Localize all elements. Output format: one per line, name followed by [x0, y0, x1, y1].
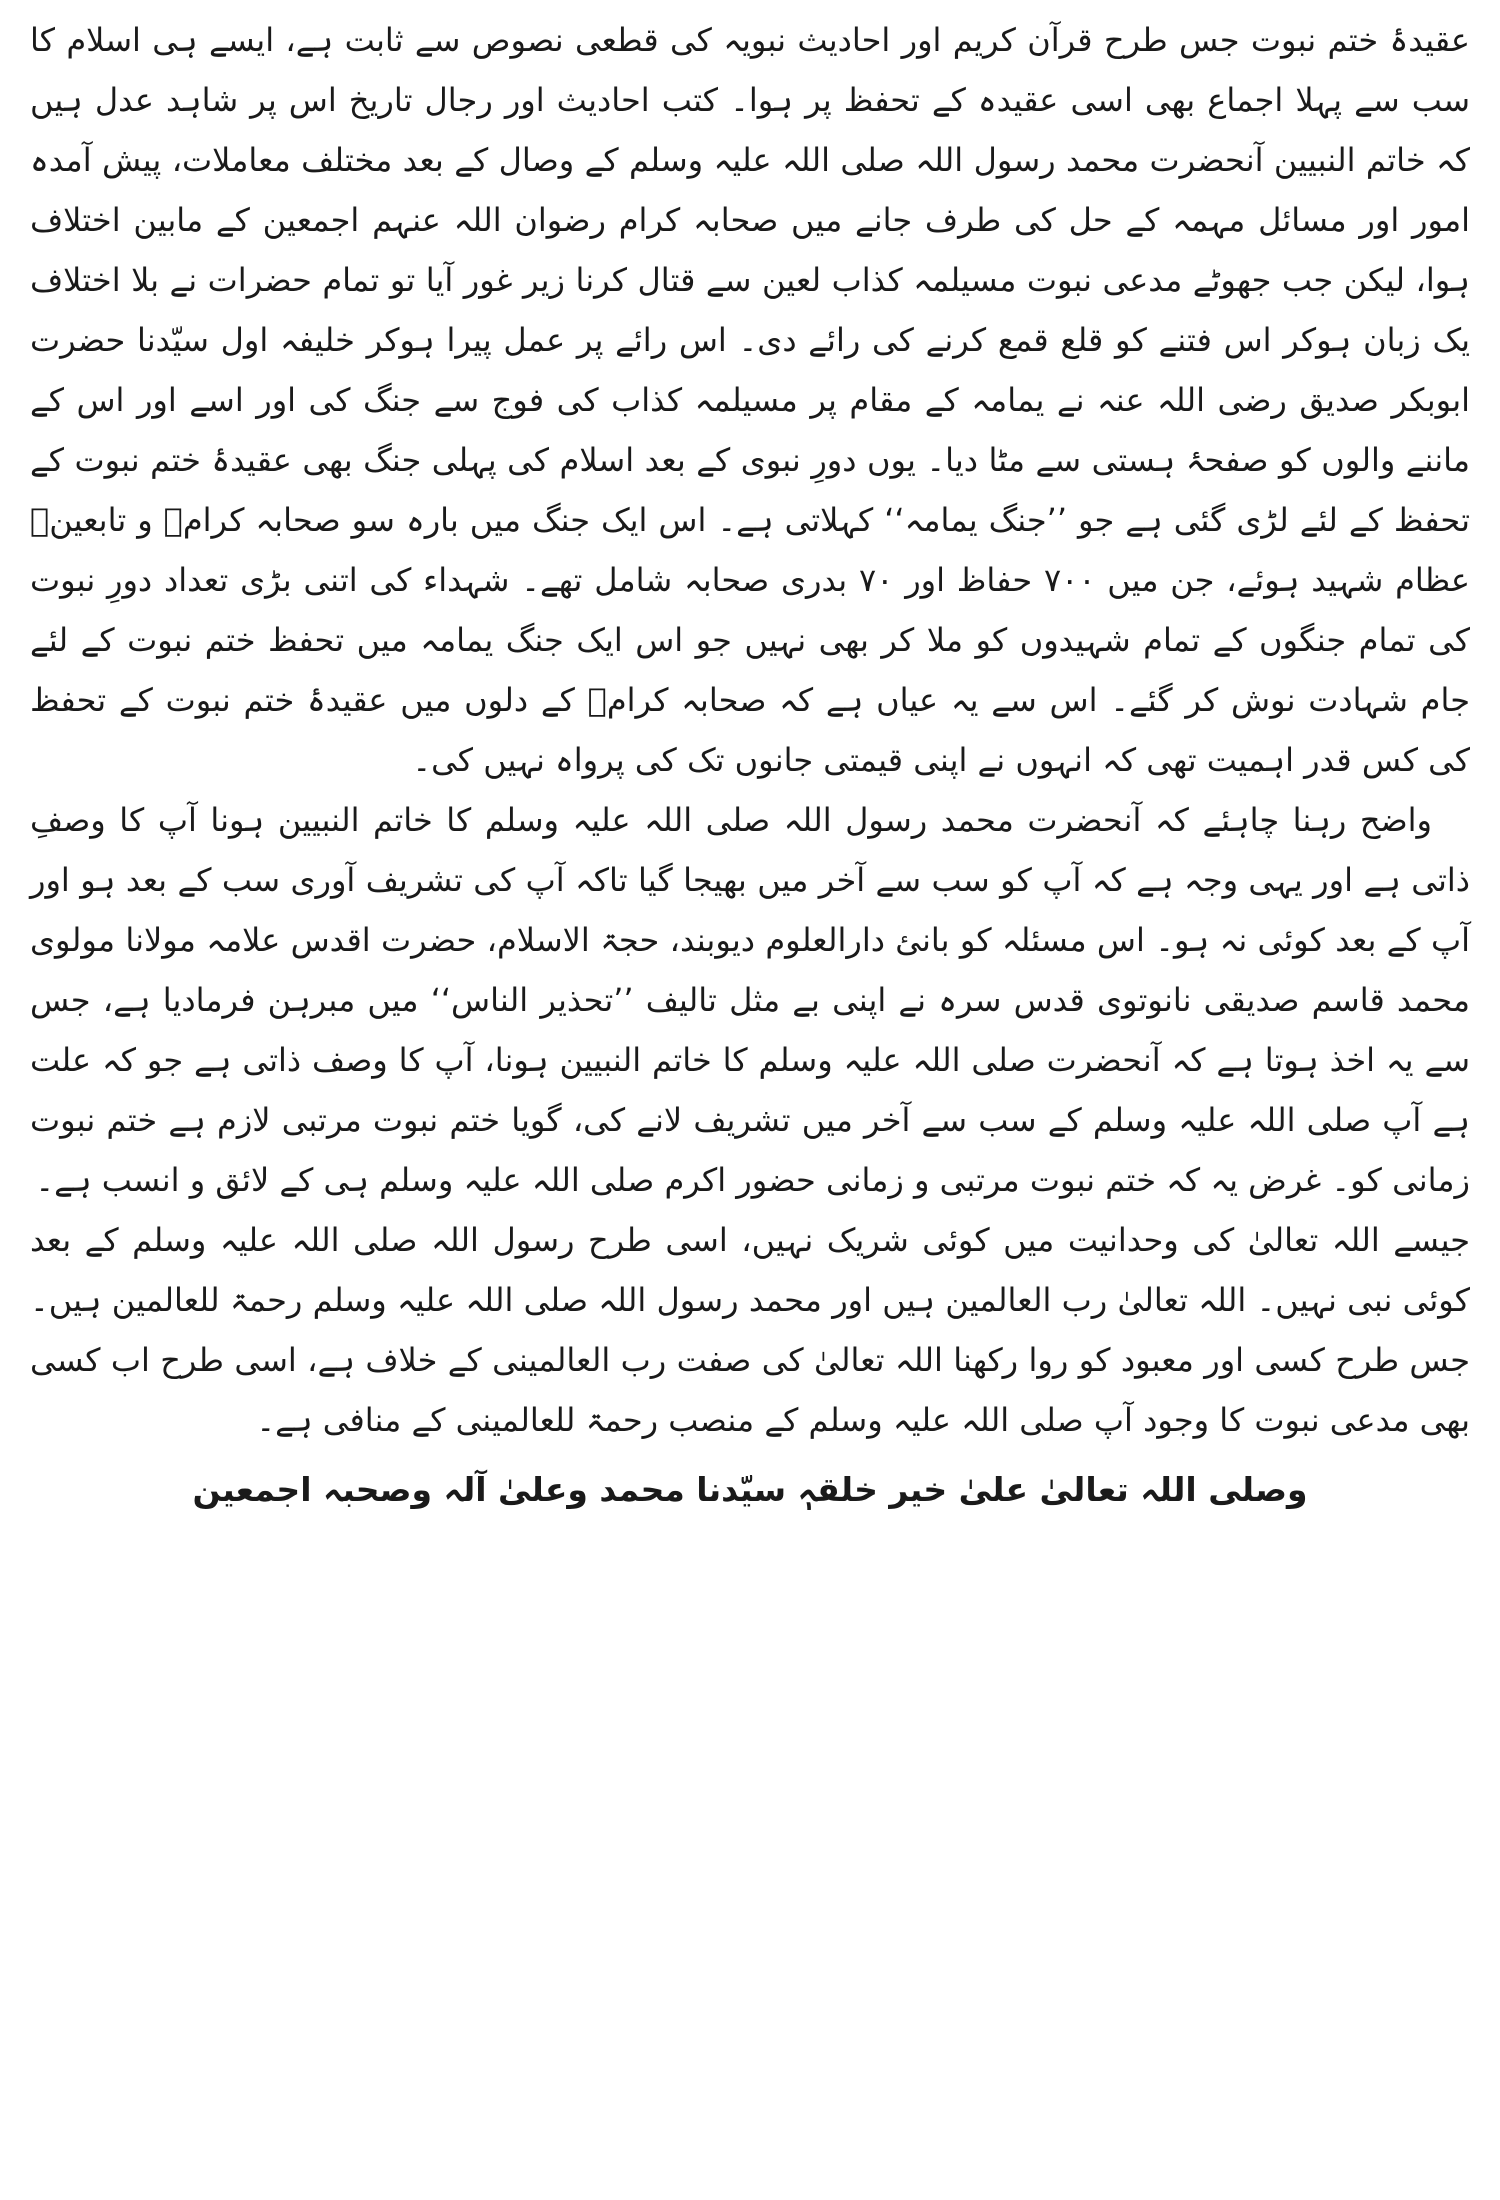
paragraph-wasf-zati: واضح رہنا چاہئے کہ آنحضرت محمد رسول اللہ صلی اللہ علیہ وسلم کا خاتم النبیین ہونا آپ کا وصفِ ذاتی ہے اور یہی وجہ ہے کہ آپ کو سب سے آخر میں بھیجا گیا تاکہ آپ کی تشریف آوری سب کے بعد ہو اور آپ کے بعد کوئی نہ ہو۔ اس مسئلہ کو بانئ دارالعلوم دیوبند، حجۃ الاسلام، حضرت اقدس علامہ مولانا مولوی محمد قاسم صدیقی نانوتوی قدس سرہ نے اپنی بے مثل تالیف ’’تحذیر الناس‘‘ میں مبرہن فرمادیا ہے، جس سے یہ اخذ ہوتا ہے کہ آنحضرت صلی اللہ علیہ وسلم کا خاتم النبیین ہونا، آپ کا وصف ذاتی ہے جو کہ علت ہے آپ صلی اللہ علیہ وسلم کے سب سے آخر میں تشریف لانے کی، گویا ختم نبوت مرتبی لازم ہے ختم نبوت زمانی کو۔ غرض یہ کہ ختم نبوت مرتبی و زمانی حضور اکرم صلی اللہ علیہ وسلم ہی کے لائق و انسب ہے۔: [30, 801, 1471, 1199]
document-page: [30, 10, 1470, 1520]
paragraph-khatm-nubuwwat-ijma: عقیدۂ ختم نبوت جس طرح قرآن کریم اور احادیث نبویہ کی قطعی نصوص سے ثابت ہے، ایسے ہی اسلام کا سب سے پہلا اجماع بھی اسی عقیدہ کے تحفظ پر ہوا۔ کتب احادیث اور رجال تاریخ اس پر شاہد عدل ہیں کہ خاتم النبیین آنحضرت محمد رسول اللہ صلی اللہ علیہ وسلم کے وصال کے بعد مختلف معاملات، پیش آمدہ امور اور مسائل مہمہ کے حل کی طرف جانے میں صحابہ کرام رضوان اللہ عنہم اجمعین کے مابین اختلاف ہوا، لیکن جب جھوٹے مدعی نبوت مسیلمہ کذاب لعین سے قتال کرنا زیر غور آیا تو تمام حضرات نے بلا اختلاف یک زبان ہوکر اس فتنے کو قلع قمع کرنے کی رائے دی۔ اس رائے پر عمل پیرا ہوکر خلیفہ اول سیّدنا حضرت ابوبکر صدیق رضی اللہ عنہ نے یمامہ کے مقام پر مسیلمہ کذاب کی فوج سے جنگ کی اور اسے اور اس کے ماننے والوں کو صفحۂ ہستی سے مٹا دیا۔ یوں دورِ نبوی کے بعد اسلام کی پہلی جنگ بھی عقیدۂ ختم نبوت کے تحفظ کے لئے لڑی گئی ہے جو ’’جنگ یمامہ‘‘ کہلاتی ہے۔ اس ایک جنگ میں بارہ سو صحابہ کرامؓ و تابعینؒ عظام شہید ہوئے، جن میں ۷۰۰ حفاظ اور ۷۰ بدری صحابہ شامل تھے۔ شہداء کی اتنی بڑی تعداد دورِ نبوت کی تمام جنگوں کے تمام شہیدوں کو ملا کر بھی نہیں جو اس ایک جنگ یمامہ میں تحفظ ختم نبوت کے لئے جام شہادت نوش کر گئے۔ اس سے یہ عیاں ہے کہ صحابہ کرامؓ کے دلوں میں عقیدۂ ختم نبوت کے تحفظ کی کس قدر اہمیت تھی کہ انہوں نے اپنی قیمتی جانوں تک کی پرواہ نہیں کی۔: [30, 21, 1471, 779]
closing-durood-line: وصلی اللہ تعالیٰ علیٰ خیر خلقہٖ سیّدنا محمد وعلیٰ آلہ وصحبہ اجمعین: [192, 1470, 1308, 1509]
paragraph-wahdaniyat: جیسے اللہ تعالیٰ کی وحدانیت میں کوئی شریک نہیں، اسی طرح رسول اللہ صلی اللہ علیہ وسلم کے بعد کوئی نبی نہیں۔ اللہ تعالیٰ رب العالمین ہیں اور محمد رسول اللہ صلی اللہ علیہ وسلم رحمۃ للعالمین ہیں۔ جس طرح کسی اور معبود کو روا رکھنا اللہ تعالیٰ کی صفت رب العالمینی کے خلاف ہے، اسی طرح اب کسی بھی مدعی نبوت کا وجود آپ صلی اللہ علیہ وسلم کے منصب رحمۃ للعالمینی کے منافی ہے۔: [30, 1221, 1470, 1439]
